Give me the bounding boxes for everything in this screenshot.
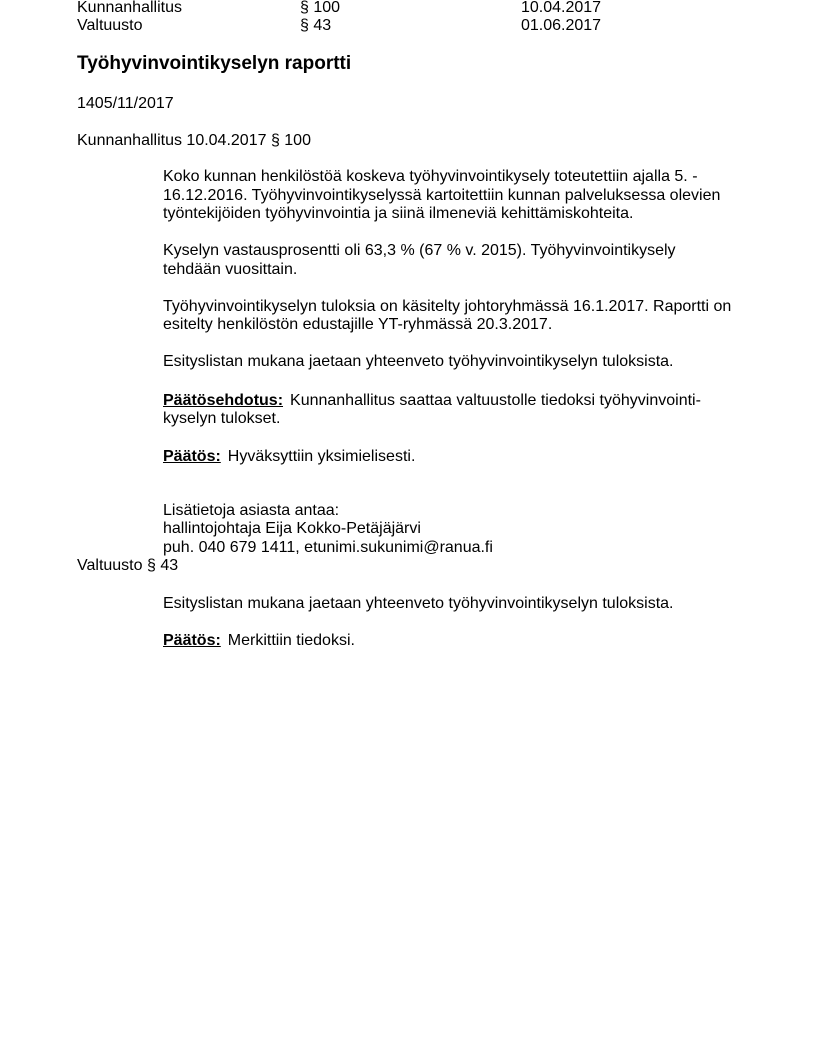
header-section: § 100 — [300, 0, 341, 16]
header-body: Valtuusto — [77, 17, 143, 34]
paragraph-line: Esityslistan mukana jaetaan yhteenveto työhyvinvointikyselyn tuloksista. — [163, 353, 674, 370]
reference-number: 1405/11/2017 — [77, 95, 174, 112]
contact-line: Lisätietoja asiasta antaa: — [163, 502, 340, 519]
contact-line: hallintojohtaja Eija Kokko-Petäjäjärvi — [163, 520, 421, 537]
paragraph-line: tehdään vuosittain. — [163, 261, 298, 278]
paragraph-line: Kyselyn vastausprosentti oli 63,3 % (67 % v. 2015). Työhyvinvointikysely — [163, 242, 676, 259]
decision-text: Hyväksyttiin yksimielisesti. — [227, 448, 416, 465]
paragraph-line: Koko kunnan henkilöstöä koskeva työhyvinvointikysely toteutettiin ajalla 5. - — [163, 168, 698, 185]
decision-label: Päätös: — [163, 448, 221, 465]
paragraph-line: Työhyvinvointikyselyn tuloksia on käsitelty johtoryhmässä 16.1.2017. Raportti on — [163, 298, 732, 315]
proposal — [163, 392, 701, 411]
proposal-text-cont: kyselyn tulokset. — [163, 410, 281, 427]
kh-heading: Kunnanhallitus 10.04.2017 § 100 — [77, 132, 311, 149]
header-section: § 43 — [300, 17, 332, 34]
decision-text: Merkittiin tiedoksi. — [227, 632, 355, 649]
decision-label: Päätös: — [163, 632, 221, 649]
vt-decision — [163, 632, 355, 651]
paragraph-line: esitelty henkilöstön edustajille YT-ryhmässä 20.3.2017. — [163, 316, 553, 333]
header-date: 01.06.2017 — [521, 17, 602, 34]
proposal-text: Kunnanhallitus saattaa valtuustolle tiedoksi työhyvinvointi- — [290, 392, 701, 409]
page-title: Työhyvinvointikyselyn raportti — [77, 53, 352, 74]
paragraph-line: 16.12.2016. Työhyvinvointikyselyssä kartoitettiin kunnan palveluksessa olevien — [163, 187, 721, 204]
contact-line: puh. 040 679 1411, etunimi.sukunimi@ranua.fi — [163, 539, 493, 556]
header-body: Kunnanhallitus — [77, 0, 182, 16]
vt-heading: Valtuusto § 43 — [77, 557, 179, 574]
vt-paragraph: Esityslistan mukana jaetaan yhteenveto työhyvinvointikyselyn tuloksista. — [163, 595, 674, 612]
paragraph-line: työntekijöiden työhyvinvointia ja siinä ilmeneviä kehittämiskohteita. — [163, 205, 634, 222]
proposal-label: Päätösehdotus: — [163, 392, 284, 409]
header-date: 10.04.2017 — [521, 0, 602, 16]
kh-decision — [163, 448, 415, 467]
